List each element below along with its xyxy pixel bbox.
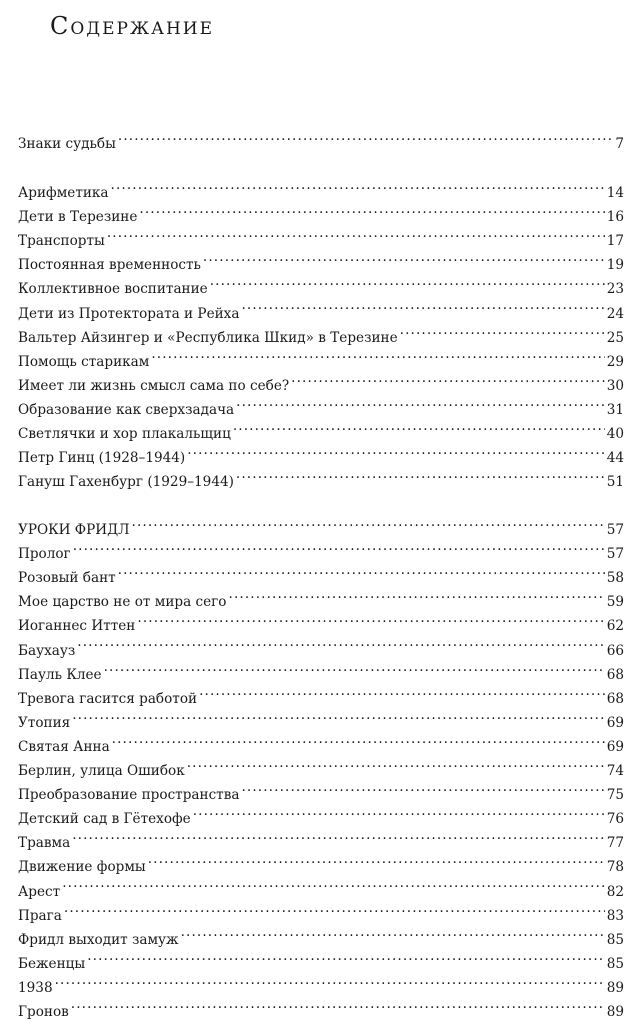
toc-entry-title: Гануш Гахенбург (1929–1944) — [18, 474, 234, 491]
toc-entry-page-number: 83 — [605, 904, 624, 928]
toc-entry-title: Травма — [18, 835, 71, 852]
toc-entry-title: Тревога гасится работой — [18, 690, 198, 707]
toc-entry[interactable] — [18, 703, 624, 731]
toc-leader-dots — [181, 920, 605, 944]
toc-entry-title: Коллективное воспитание — [18, 281, 208, 298]
toc-entry-page-number: 40 — [605, 422, 624, 446]
toc-leader-dots — [193, 799, 605, 823]
toc-entry-title: Светлячки и хор плакальщиц — [18, 426, 231, 443]
toc-entry-page-number: 62 — [605, 614, 624, 638]
toc-entry[interactable] — [18, 871, 624, 900]
toc-leader-dots — [73, 534, 605, 558]
toc-entry-title: 1938 — [18, 979, 53, 996]
toc-group-part-two — [18, 510, 624, 1020]
toc-group-part-one — [18, 173, 624, 491]
toc-entry[interactable] — [18, 245, 624, 274]
toc-entry-title: Транспорты — [18, 233, 105, 250]
toc-entry-title: Прага — [18, 907, 62, 924]
toc-leader-dots — [132, 510, 605, 534]
toc-entry-page-number: 29 — [605, 350, 624, 374]
toc-entry-page-number: 23 — [605, 277, 624, 301]
toc-entry-title: Мое царство не от мира сего — [18, 594, 227, 611]
toc-leader-dots — [151, 342, 604, 366]
toc-leader-dots — [229, 582, 605, 606]
toc-leader-dots — [291, 366, 605, 390]
toc-entry-title: Петр Гинц (1928–1944) — [18, 450, 186, 467]
toc-leader-dots — [64, 896, 605, 920]
toc-entry[interactable] — [18, 896, 624, 924]
toc-entry[interactable] — [18, 558, 624, 587]
toc-entry-page-number: 82 — [605, 880, 624, 904]
toc-entry-title: Фридл выходит замуж — [18, 931, 179, 948]
toc-entry-page-number: 59 — [605, 590, 624, 614]
toc-entry-title: Пролог — [18, 546, 71, 563]
toc-entry-title: Постоянная временность — [18, 257, 201, 274]
toc-leader-dots — [210, 269, 605, 293]
toc-leader-dots — [87, 944, 604, 968]
toc-leader-dots — [77, 630, 604, 654]
toc-entry-title: Баухауз — [18, 642, 76, 659]
toc-leader-dots — [236, 390, 605, 414]
toc-entry-title: УРОКИ ФРИДЛ — [18, 522, 130, 539]
toc-entry-page-number: 68 — [605, 663, 624, 687]
toc-group-intro — [18, 124, 624, 153]
toc-entry[interactable] — [18, 823, 624, 852]
toc-entry-title: Беженцы — [18, 955, 86, 972]
toc-leader-dots — [236, 462, 605, 486]
page-title: Содержание — [50, 12, 215, 40]
toc-entry[interactable] — [18, 847, 624, 876]
toc-leader-dots — [241, 293, 604, 317]
toc-entry[interactable] — [18, 534, 624, 563]
toc-entry-page-number: 17 — [605, 229, 624, 253]
toc-entry-page-number: 66 — [605, 639, 624, 663]
toc-entry-page-number: 16 — [605, 205, 624, 229]
toc-entry-title: Имеет ли жизнь смысл сама по себе? — [18, 377, 290, 394]
toc-entry-title: Образование как сверхзадача — [18, 401, 235, 418]
toc-entry-page-number: 14 — [605, 181, 624, 205]
toc-entry-page-number: 85 — [605, 928, 624, 952]
toc-entry-page-number: 58 — [605, 566, 624, 590]
toc-leader-dots — [137, 606, 604, 630]
toc-entry-title: Пауль Клее — [18, 666, 102, 683]
toc-entry[interactable] — [18, 655, 624, 683]
toc-entry-page-number: 74 — [605, 759, 624, 783]
toc-entry-page-number: 25 — [605, 326, 624, 350]
toc-entry-page-number: 51 — [605, 470, 624, 494]
toc-entry-title: Преобразование пространства — [18, 787, 240, 804]
toc-entry-title: Арифметика — [18, 185, 109, 202]
toc-entry-page-number: 75 — [605, 783, 624, 807]
toc-entry[interactable] — [18, 510, 624, 539]
toc-leader-dots — [118, 124, 613, 148]
toc-entry[interactable] — [18, 124, 624, 153]
toc-leader-dots — [112, 727, 605, 751]
toc-entry-page-number: 78 — [605, 855, 624, 879]
toc-entry-title: Вальтер Айзингер и «Республика Шкид» в Терезине — [18, 329, 398, 346]
toc-leader-dots — [400, 318, 605, 342]
toc-entry-page-number: 69 — [605, 711, 624, 735]
toc-entry-page-number: 89 — [605, 976, 624, 1000]
toc-leader-dots — [233, 414, 605, 438]
toc-leader-dots — [62, 871, 605, 895]
toc-entry-title: Гронов — [18, 1003, 69, 1020]
toc-leader-dots — [187, 438, 604, 462]
toc-entry-page-number: 24 — [605, 302, 624, 326]
toc-entry-page-number: 77 — [605, 831, 624, 855]
toc-entry-title: Детский сад в Гётехофе — [18, 811, 191, 828]
toc-entry[interactable] — [18, 968, 624, 996]
toc-entry-title: Дети в Терезине — [18, 209, 138, 226]
toc-leader-dots — [139, 197, 604, 221]
toc-entry-page-number: 7 — [613, 132, 624, 156]
toc-entry-page-number: 85 — [605, 952, 624, 976]
toc-entry-title: Утопия — [18, 714, 71, 731]
toc-entry-title: Знаки судьбы — [18, 136, 116, 153]
toc-leader-dots — [111, 173, 605, 197]
toc-entry-title: Движение формы — [18, 859, 146, 876]
toc-entry-page-number: 44 — [605, 446, 624, 470]
toc-entry-page-number: 31 — [605, 398, 624, 422]
toc-entry[interactable] — [18, 992, 624, 1020]
toc-entry-page-number: 57 — [605, 542, 624, 566]
toc-entry-page-number: 30 — [605, 374, 624, 398]
toc-entry[interactable] — [18, 944, 624, 972]
toc-leader-dots — [55, 968, 605, 992]
toc-entry-title: Иоганнес Иттен — [18, 618, 136, 635]
toc-leader-dots — [104, 655, 605, 679]
toc-leader-dots — [71, 992, 605, 1016]
toc-leader-dots — [118, 558, 605, 582]
toc-entry[interactable] — [18, 920, 624, 948]
toc-leader-dots — [72, 703, 604, 727]
toc-entry[interactable] — [18, 173, 624, 202]
toc-entry-title: Помощь старикам — [18, 353, 150, 370]
toc-leader-dots — [107, 221, 605, 245]
toc-entry-page-number: 76 — [605, 807, 624, 831]
toc-entry[interactable] — [18, 630, 624, 659]
toc-entry-title: Берлин, улица Ошибок — [18, 763, 185, 780]
toc-entry-title: Святая Анна — [18, 738, 110, 755]
toc-leader-dots — [203, 245, 605, 269]
toc-entry[interactable] — [18, 221, 624, 250]
toc-leader-dots — [199, 679, 605, 703]
toc-entry[interactable] — [18, 727, 624, 755]
toc-leader-dots — [241, 775, 604, 799]
toc-entry[interactable] — [18, 679, 624, 707]
toc-entry-page-number: 68 — [605, 687, 624, 711]
toc-entry-title: Розовый бант — [18, 570, 116, 587]
toc-entry-page-number: 19 — [605, 253, 624, 277]
toc-leader-dots — [72, 823, 604, 847]
toc-entry-page-number: 57 — [605, 518, 624, 542]
toc-entry-page-number: 89 — [605, 1000, 624, 1024]
toc-entry-title: Дети из Протектората и Рейха — [18, 305, 240, 322]
toc-entry-page-number: 69 — [605, 735, 624, 759]
toc-leader-dots — [187, 751, 605, 775]
toc-entry-title: Арест — [18, 883, 61, 900]
toc-leader-dots — [148, 847, 605, 871]
